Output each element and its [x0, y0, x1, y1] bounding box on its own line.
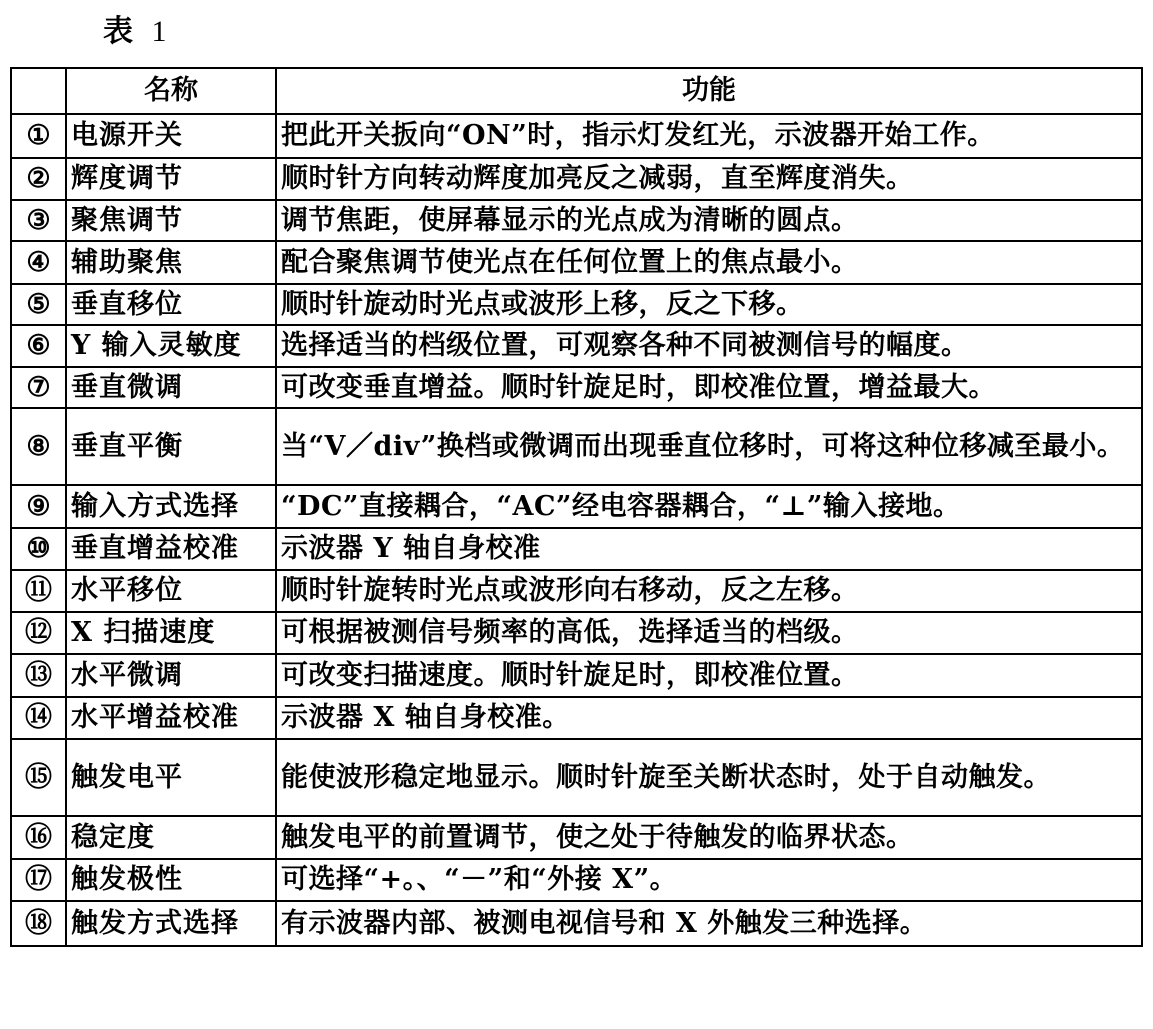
row-function: 顺时针旋动时光点或波形上移，反之下移。 [276, 284, 1142, 325]
row-name: X 扫描速度 [66, 612, 276, 654]
row-index: ③ [11, 200, 66, 241]
row-index: ⑨ [11, 485, 66, 528]
table-row [11, 528, 1142, 570]
table-row [11, 200, 1142, 241]
row-index: ⑬ [11, 654, 66, 697]
row-function: 顺时针旋转时光点或波形向右移动，反之左移。 [276, 570, 1142, 612]
row-function: 当“V／div”换档或微调而出现垂直位移时，可将这种位移减至最小。 [276, 408, 1142, 485]
row-name: 垂直平衡 [66, 408, 276, 485]
table-title-prefix: 表 [103, 14, 137, 49]
table-title-number: 1 [151, 15, 171, 48]
row-function: 可改变扫描速度。顺时针旋足时，即校准位置。 [276, 654, 1142, 697]
row-name: 水平增益校准 [66, 697, 276, 739]
function-table [10, 67, 1143, 947]
table-row [11, 612, 1142, 654]
table-row [11, 158, 1142, 200]
row-function: 可根据被测信号频率的高低，选择适当的档级。 [276, 612, 1142, 654]
row-name: 水平微调 [66, 654, 276, 697]
row-index: ⑱ [11, 901, 66, 946]
row-index: ⑩ [11, 528, 66, 570]
row-index: ② [11, 158, 66, 200]
table-row [11, 739, 1142, 816]
row-name: 触发方式选择 [66, 901, 276, 946]
row-function: 有示波器内部、被测电视信号和 X 外触发三种选择。 [276, 901, 1142, 946]
table-row [11, 816, 1142, 859]
header-name: 名称 [66, 68, 276, 114]
row-name: Y 输入灵敏度 [66, 325, 276, 367]
row-index: ⑧ [11, 408, 66, 485]
row-function: 可选择“+。、“－”和“外接 X”。 [276, 859, 1142, 901]
row-name: 稳定度 [66, 816, 276, 859]
table-row [11, 284, 1142, 325]
row-function: 触发电平的前置调节，使之处于待触发的临界状态。 [276, 816, 1142, 859]
table-title [103, 6, 170, 50]
header-function: 功能 [276, 68, 1142, 114]
table-row [11, 485, 1142, 528]
row-function: 示波器 Y 轴自身校准 [276, 528, 1142, 570]
table-row [11, 697, 1142, 739]
table-row [11, 241, 1142, 284]
row-function: 能使波形稳定地显示。顺时针旋至关断状态时，处于自动触发。 [276, 739, 1142, 816]
row-index: ⑯ [11, 816, 66, 859]
row-name: 垂直微调 [66, 367, 276, 408]
row-name: 辉度调节 [66, 158, 276, 200]
row-name: 水平移位 [66, 570, 276, 612]
header-index [11, 68, 66, 114]
row-function: “DC”直接耦合，“AC”经电容器耦合，“⊥”输入接地。 [276, 485, 1142, 528]
row-function: 调节焦距，使屏幕显示的光点成为清晰的圆点。 [276, 200, 1142, 241]
row-function: 可改变垂直增益。顺时针旋足时，即校准位置，增益最大。 [276, 367, 1142, 408]
row-index: ⑫ [11, 612, 66, 654]
table-row [11, 859, 1142, 901]
table-row [11, 367, 1142, 408]
row-name: 垂直移位 [66, 284, 276, 325]
table-row [11, 570, 1142, 612]
table-header-row [11, 68, 1142, 114]
table-row [11, 654, 1142, 697]
row-index: ⑦ [11, 367, 66, 408]
row-index: ④ [11, 241, 66, 284]
row-name: 聚焦调节 [66, 200, 276, 241]
row-name: 触发极性 [66, 859, 276, 901]
row-function: 顺时针方向转动辉度加亮反之减弱，直至辉度消失。 [276, 158, 1142, 200]
row-function: 选择适当的档级位置，可观察各种不同被测信号的幅度。 [276, 325, 1142, 367]
row-function: 把此开关扳向“ON”时，指示灯发红光，示波器开始工作。 [276, 114, 1142, 158]
row-name: 输入方式选择 [66, 485, 276, 528]
table-row [11, 901, 1142, 946]
row-index: ⑥ [11, 325, 66, 367]
row-function: 配合聚焦调节使光点在任何位置上的焦点最小。 [276, 241, 1142, 284]
row-name: 触发电平 [66, 739, 276, 816]
table-row [11, 408, 1142, 485]
row-index: ⑤ [11, 284, 66, 325]
row-name: 电源开关 [66, 114, 276, 158]
table-row [11, 114, 1142, 158]
row-index: ⑪ [11, 570, 66, 612]
row-index: ⑭ [11, 697, 66, 739]
row-name: 垂直增益校准 [66, 528, 276, 570]
row-index: ⑰ [11, 859, 66, 901]
row-name: 辅助聚焦 [66, 241, 276, 284]
table-row [11, 325, 1142, 367]
row-function: 示波器 X 轴自身校准。 [276, 697, 1142, 739]
row-index: ① [11, 114, 66, 158]
row-index: ⑮ [11, 739, 66, 816]
